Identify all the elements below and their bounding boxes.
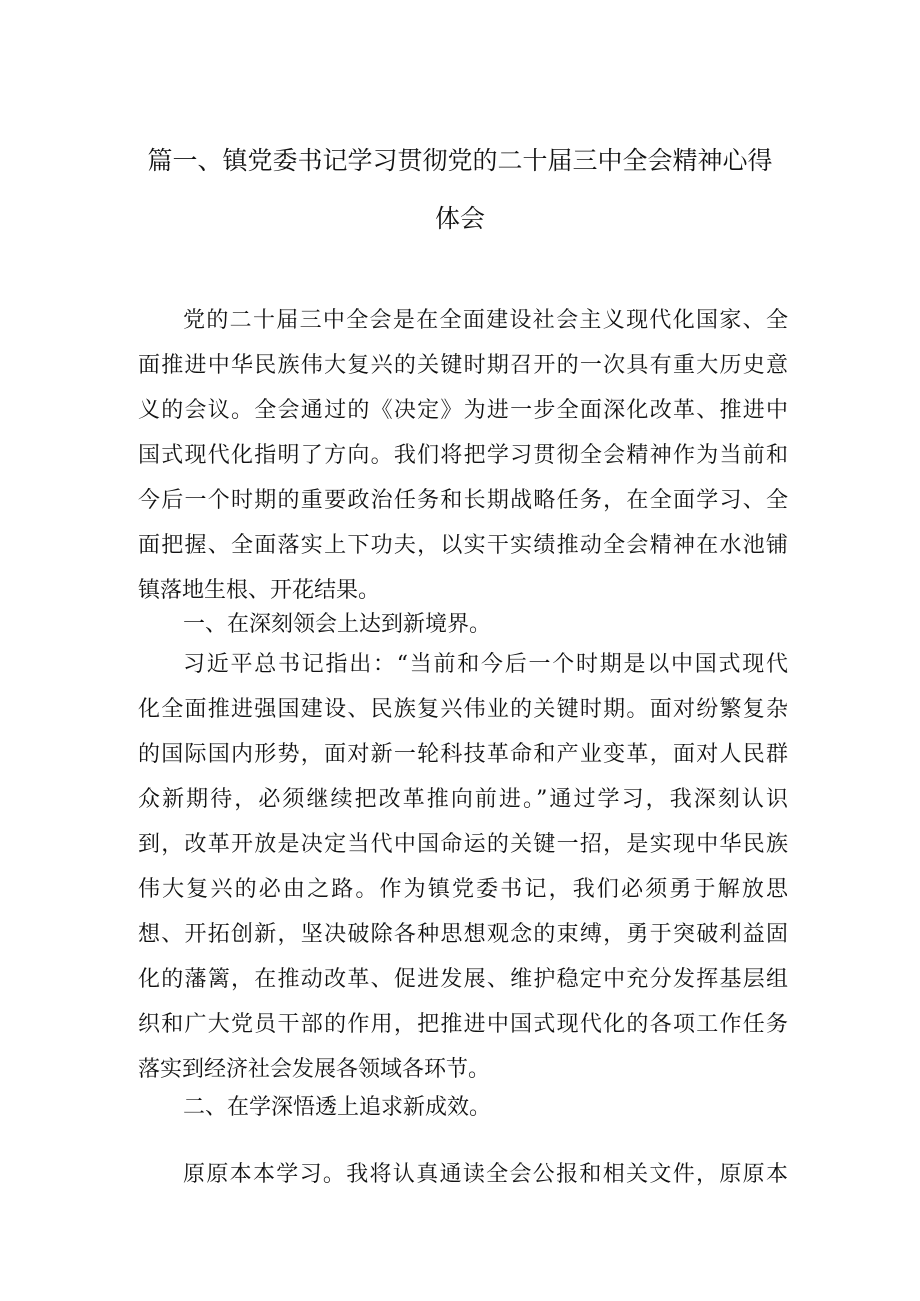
paragraph-1-line-2: 面推进中华民族伟大复兴的关键时期召开的一次具有重大历史意 [138, 353, 788, 378]
paragraph-1-line-7: 镇落地生根、开花结果。 [138, 578, 381, 603]
section-heading-2: 二、在学深悟透上追求新成效。 [183, 1095, 492, 1120]
document-title-line-2: 体会 [434, 204, 485, 233]
paragraph-2-line-7: 想、开拓创新，坚决破除各种思想观念的束缚，勇于突破利益固 [138, 922, 788, 947]
paragraph-2-line-1: 习近平总书记指出：“当前和今后一个时期是以中国式现代 [183, 652, 788, 677]
paragraph-3-line-1: 原原本本学习。我将认真通读全会公报和相关文件，原原本 [183, 1162, 788, 1187]
paragraph-1-line-4: 国式现代化指明了方向。我们将把学习贯彻全会精神作为当前和 [138, 443, 788, 468]
paragraph-2-line-10: 落实到经济社会发展各领域各环节。 [138, 1057, 491, 1082]
paragraph-1-line-5: 今后一个时期的重要政治任务和长期战略任务，在全面学习、全 [138, 488, 788, 513]
paragraph-2-line-6: 伟大复兴的必由之路。作为镇党委书记，我们必须勇于解放思 [138, 877, 788, 902]
paragraph-2-line-8: 化的藩篱，在推动改革、促进发展、维护稳定中充分发挥基层组 [138, 967, 788, 992]
paragraph-1-line-6: 面把握、全面落实上下功夫，以实干实绩推动全会精神在水池铺 [138, 533, 788, 558]
section-heading-1: 一、在深刻领会上达到新境界。 [183, 612, 492, 637]
paragraph-1-line-1: 党的二十届三中全会是在全面建设社会主义现代化国家、全 [183, 308, 788, 333]
document-title-line-1: 篇一、镇党委书记学习贯彻党的二十届三中全会精神心得 [147, 146, 773, 175]
paragraph-2-line-3: 的国际国内形势，面对新一轮科技革命和产业变革，面对人民群 [138, 742, 788, 767]
paragraph-2-line-9: 织和广大党员干部的作用，把推进中国式现代化的各项工作任务 [138, 1012, 788, 1037]
paragraph-2-line-2: 化全面推进强国建设、民族复兴伟业的关键时期。面对纷繁复杂 [138, 697, 788, 722]
paragraph-2-line-4: 众新期待，必须继续把改革推向前进。”通过学习，我深刻认识 [138, 787, 788, 812]
paragraph-1-line-3: 义的会议。全会通过的《决定》为进一步全面深化改革、推进中 [138, 398, 788, 423]
paragraph-2-line-5: 到，改革开放是决定当代中国命运的关键一招，是实现中华民族 [138, 832, 788, 857]
